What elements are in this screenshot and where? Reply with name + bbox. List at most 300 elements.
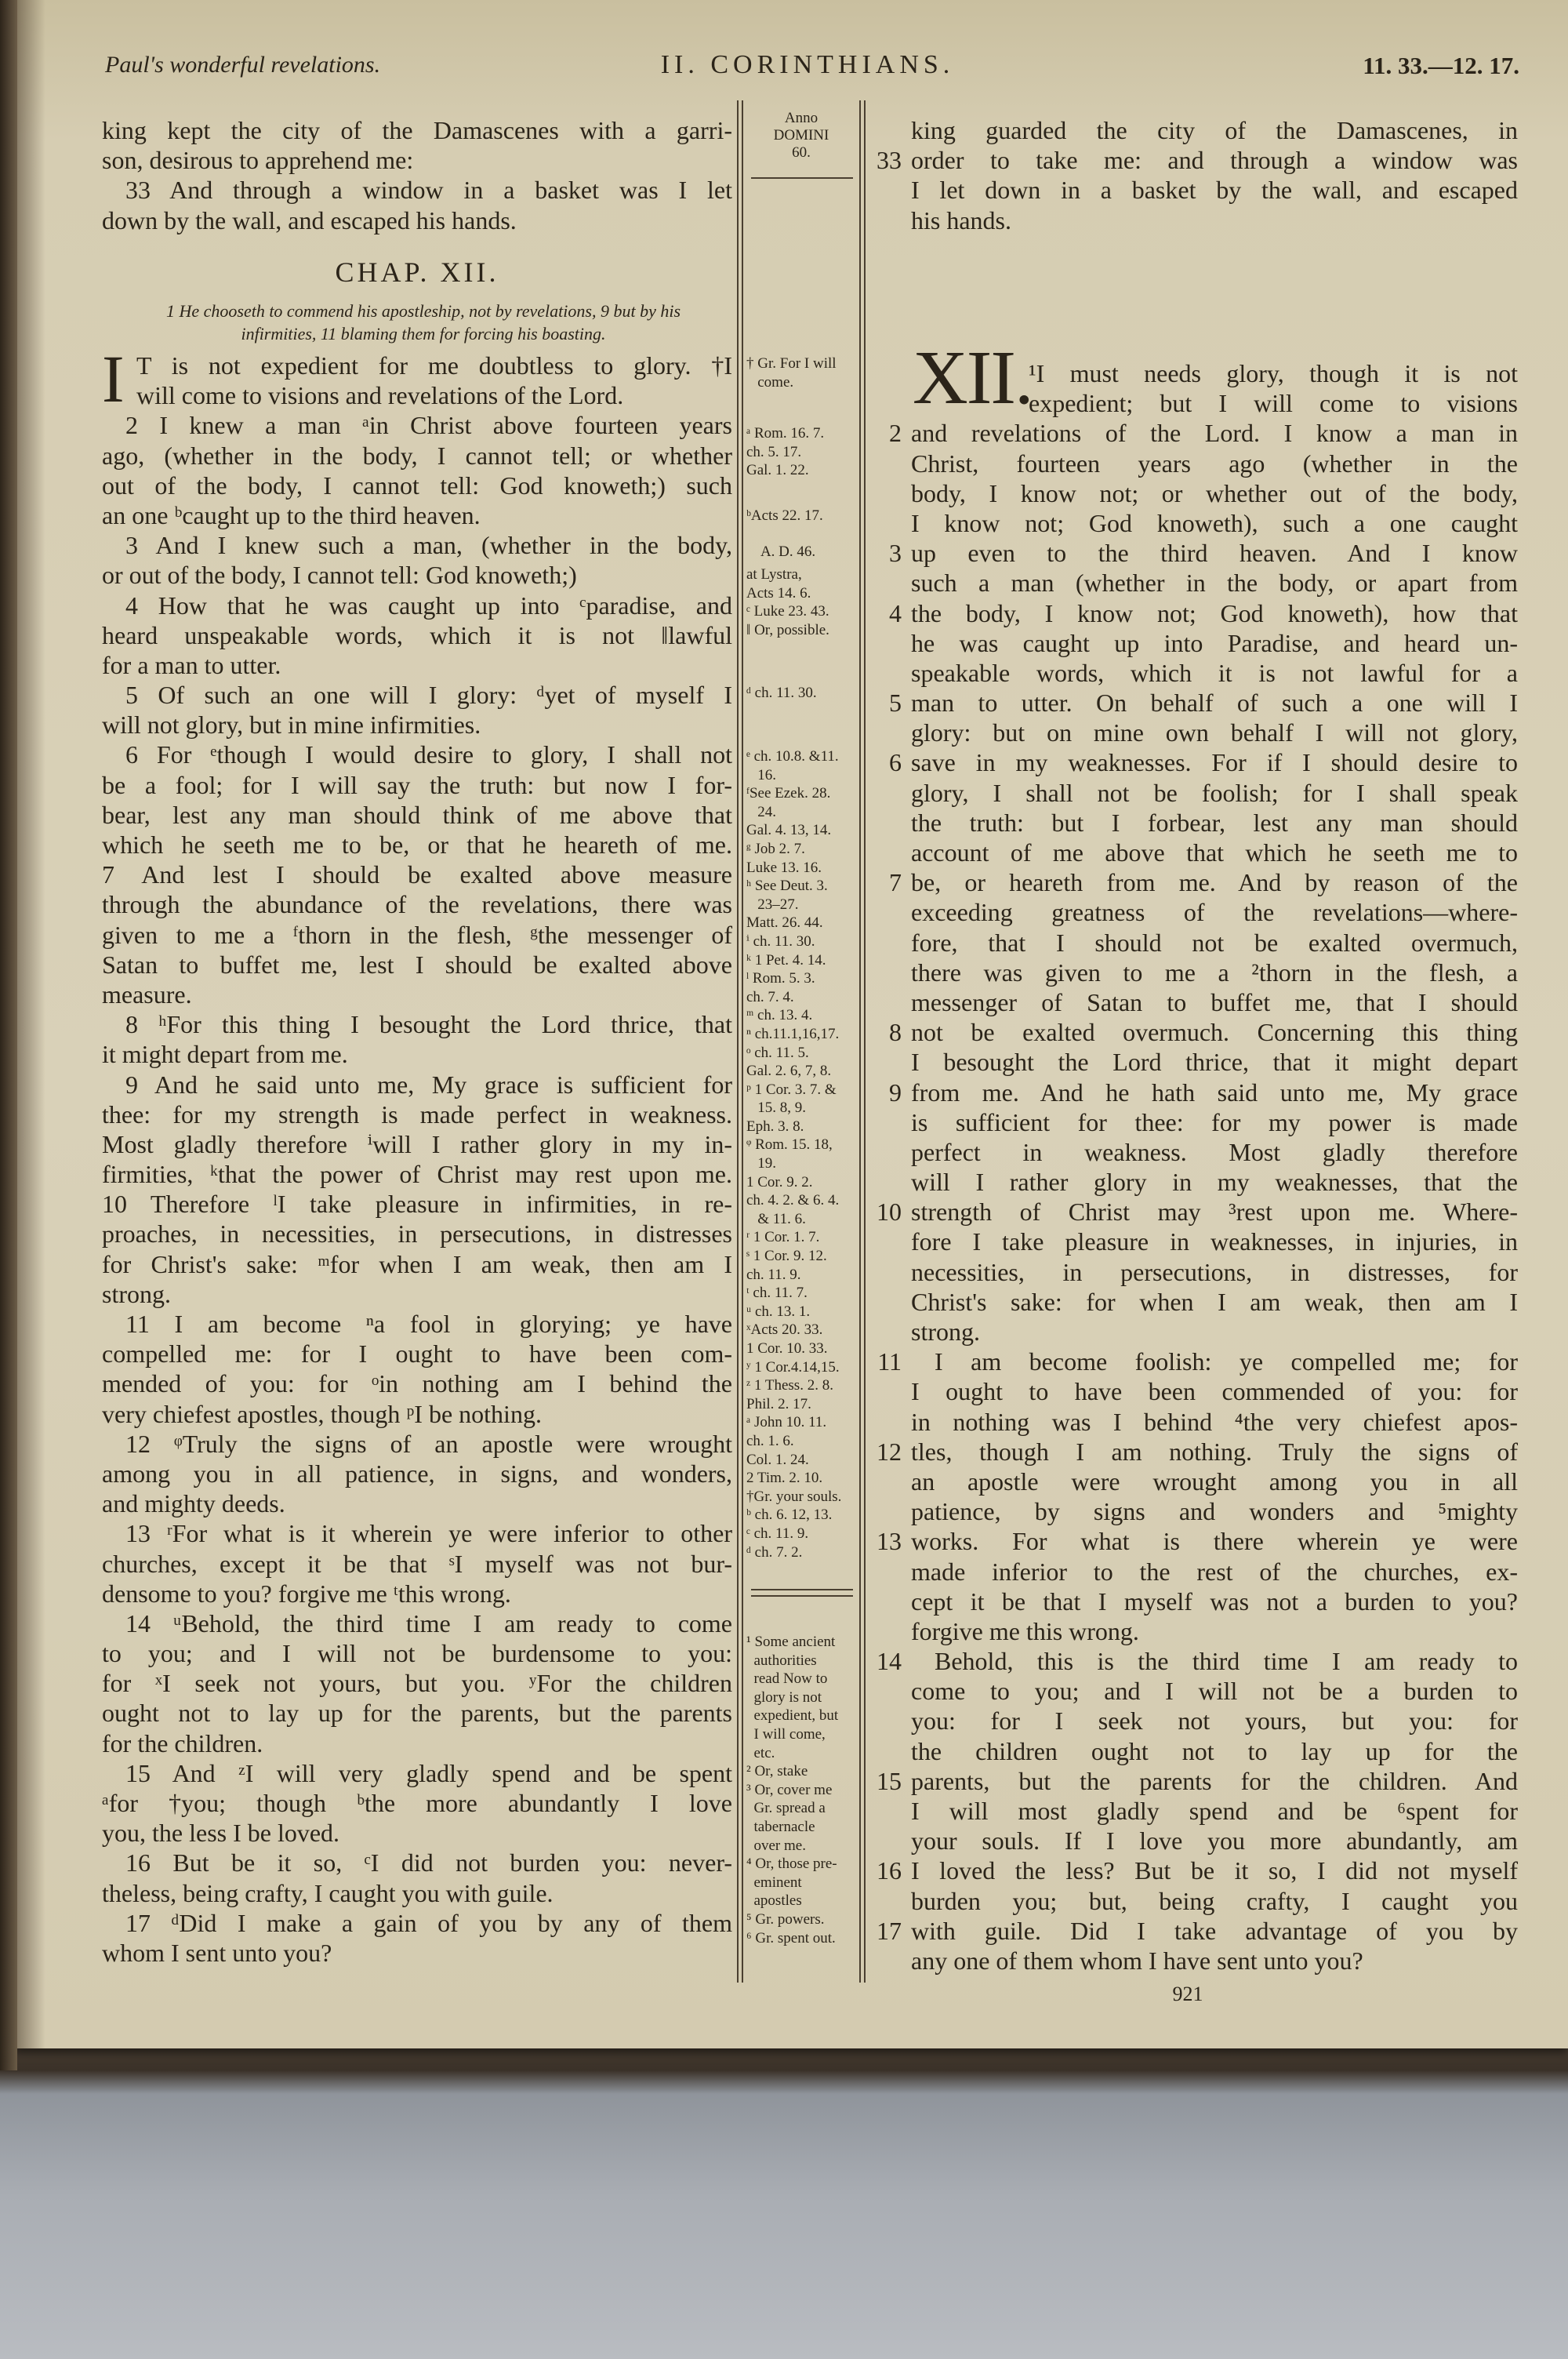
cross-reference: ᵍ Job 2. 7. — [746, 840, 805, 857]
line-text: patience, by signs and wonders and ⁵mighty — [911, 1497, 1518, 1526]
cross-reference-group — [746, 565, 856, 639]
text-line — [877, 1646, 1518, 1676]
cross-reference-group — [746, 354, 856, 391]
verse-number: 14 — [877, 1647, 902, 1676]
cross-reference: ᵗ ch. 11. 7. — [746, 1285, 808, 1302]
text-line — [102, 889, 732, 919]
cross-reference: Matt. 26. 44. — [746, 914, 823, 932]
line-text: with guile. Did I take advantage of you by — [911, 1916, 1518, 1945]
text-line — [911, 1257, 1518, 1287]
line-text: it might depart from me. — [102, 1040, 348, 1069]
cross-reference: ᶜ ch. 11. 9. — [746, 1525, 809, 1542]
text-line — [911, 1407, 1518, 1437]
text-line — [102, 351, 732, 380]
line-text: an one ᵇcaught up to the third heaven. — [102, 500, 481, 529]
text-line — [911, 897, 1518, 927]
footnote-line: ⁵ Gr. powers. — [746, 1910, 825, 1928]
verse-number: 16 — [877, 1856, 902, 1885]
text-line — [911, 1946, 1518, 1976]
line-text: 16 But be it so, ᶜI did not burden you: never- — [125, 1848, 732, 1877]
cross-reference: ᵈ ch. 11. 30. — [746, 685, 817, 701]
text-line — [889, 688, 1518, 718]
line-text: 3 And I knew such a man, (whether in the body, — [125, 531, 732, 560]
text-line — [102, 950, 732, 980]
left-column-top-text — [102, 115, 732, 235]
running-head-book-title: II. CORINTHIANS. — [660, 50, 955, 79]
footnote-line: expedient, but — [746, 1707, 839, 1725]
table-background — [0, 2039, 1568, 2359]
text-line — [102, 115, 732, 145]
cross-reference-group — [746, 684, 856, 703]
line-text: 12 ᵠTruly the signs of an apostle were wrought — [125, 1429, 732, 1458]
text-line — [102, 1039, 732, 1069]
verse-number: 6 — [889, 748, 902, 777]
era-note — [746, 110, 856, 162]
line-text: through the abundance of the revelations, there was — [102, 890, 732, 919]
line-text: save in my weaknesses. For if I should desire to — [911, 748, 1518, 777]
column-rule — [737, 100, 739, 1983]
line-text: your souls. If I love you more abundantly, am — [911, 1826, 1518, 1856]
text-line — [102, 770, 732, 800]
cross-reference: ᵉ ch. 10.8. &11. — [746, 748, 839, 765]
line-text: compelled me: for I ought to have been com- — [102, 1339, 732, 1369]
line-text: an apostle were wrought among you in all — [911, 1467, 1518, 1496]
text-line — [102, 920, 732, 950]
text-line — [102, 800, 732, 830]
line-text: down by the wall, and escaped his hands. — [102, 205, 517, 234]
line-text: I ought to have been commended of you: for — [911, 1377, 1518, 1406]
cross-reference: ᵒ ch. 11. 5. — [746, 1044, 809, 1061]
text-line — [911, 175, 1518, 205]
footnote-line: glory is not — [746, 1688, 822, 1706]
line-text: any one of them whom I have sent unto you? — [911, 1946, 1363, 1975]
text-line — [877, 1526, 1518, 1556]
text-line — [102, 1189, 732, 1219]
text-line — [102, 1579, 732, 1608]
verse-number: 4 — [889, 598, 902, 627]
line-text: thee: for my strength is made perfect in weakness. — [102, 1100, 732, 1129]
footnote-line: ¹ Some ancient — [746, 1634, 836, 1650]
line-text: I let down in a basket by the wall, and escaped — [911, 176, 1518, 205]
line-text: is sufficient for thee: for my power is made — [911, 1107, 1518, 1136]
text-line — [911, 508, 1518, 538]
text-line — [102, 1668, 732, 1698]
right-column-body-text — [877, 358, 1518, 1976]
footnote-line: etc. — [746, 1744, 775, 1761]
line-text: out of the body, I cannot tell: God knoweth;) such — [102, 471, 732, 500]
line-text: firmities, ᵏthat the power of Christ may rest upon me. — [102, 1160, 732, 1189]
text-line — [911, 1167, 1518, 1197]
text-line — [102, 1818, 732, 1848]
text-line — [889, 598, 1518, 628]
text-line — [102, 441, 732, 471]
line-text: ¹I must needs glory, though it is not — [1029, 359, 1518, 387]
text-line — [911, 1047, 1518, 1077]
verse-number: 13 — [877, 1527, 902, 1556]
line-text: cept it be that I myself was not a burden to you? — [911, 1587, 1518, 1616]
line-text: Most gladly therefore ⁱwill I rather glory in my in- — [102, 1129, 732, 1158]
text-line — [911, 1587, 1518, 1616]
text-line — [102, 1459, 732, 1488]
cross-reference: ⁱ ch. 11. 30. — [746, 932, 815, 950]
text-line — [102, 471, 732, 500]
line-text: T is not expedient for me doubtless to glory. †I — [136, 351, 732, 380]
line-text: given to me a ᶠthorn in the flesh, ᵍthe messenger of — [102, 920, 732, 949]
line-text: and revelations of the Lord. I know a man in — [911, 419, 1518, 448]
line-text: the children ought not to lay up for the — [911, 1736, 1518, 1765]
verse-number: 5 — [889, 689, 902, 718]
line-text: densome to you? forgive me ᵗthis wrong. — [102, 1579, 511, 1608]
cross-reference: 19. — [746, 1155, 776, 1172]
text-line — [911, 1287, 1518, 1317]
right-column-top-text — [877, 115, 1518, 235]
text-line — [102, 1698, 732, 1728]
line-text: Christ, fourteen years ago (whether in the — [911, 449, 1518, 478]
cross-reference: 16. — [746, 766, 776, 783]
text-line — [102, 1129, 732, 1159]
line-text: forgive me this wrong. — [911, 1616, 1139, 1645]
marginal-footnotes — [746, 1633, 856, 1947]
cross-reference: ᵐ ch. 13. 4. — [746, 1007, 813, 1024]
text-line — [889, 1078, 1518, 1107]
column-rule — [859, 100, 861, 1983]
line-text: the truth: but I forbear, lest any man should — [911, 808, 1518, 837]
line-text: 13 ʳFor what is it wherein ye were inferior to other — [125, 1519, 732, 1548]
text-line — [911, 1317, 1518, 1347]
line-text: Christ's sake: for when I am weak, then am I — [911, 1287, 1518, 1316]
cross-reference: ᶻ 1 Thess. 2. 8. — [746, 1377, 833, 1394]
text-line — [102, 1279, 732, 1309]
line-text: expedient; but I will come to visions — [1029, 389, 1518, 418]
line-text: 11 I am become ⁿa fool in glorying; ye have — [125, 1310, 732, 1338]
line-text: from me. And he hath said unto me, My grace — [911, 1078, 1518, 1107]
verse-number: 3 — [889, 539, 902, 568]
line-text: Behold, this is the third time I am ready to — [935, 1647, 1518, 1676]
line-text: to you; and I will not be burdensome to you: — [102, 1639, 732, 1668]
drop-cap-left: I — [102, 341, 125, 416]
text-line — [102, 1249, 732, 1279]
line-text: such a man (whether in the body, or apart from — [911, 569, 1518, 598]
text-line — [102, 1369, 732, 1398]
line-text: for the children. — [102, 1728, 263, 1757]
line-text: measure. — [102, 980, 192, 1009]
text-line — [102, 500, 732, 530]
text-line — [102, 1339, 732, 1369]
cross-reference: ᵇActs 22. 17. — [746, 507, 823, 524]
line-text: fore, that I should not be exalted overmuch, — [911, 928, 1518, 957]
cross-reference: Gal. 2. 6, 7, 8. — [746, 1063, 832, 1080]
line-text: 17 ᵈDid I make a gain of you by any of them — [125, 1908, 732, 1937]
cross-reference: ‖ Or, possible. — [746, 621, 829, 638]
line-text: strength of Christ may ³rest upon me. Where- — [911, 1198, 1518, 1227]
cross-reference: ˡ Rom. 5. 3. — [746, 970, 815, 987]
line-text: glory, I shall not be foolish; for I shall speak — [911, 778, 1518, 807]
text-line — [102, 1399, 732, 1429]
verse-number: 11 — [877, 1347, 902, 1376]
text-line — [911, 718, 1518, 747]
chapter-summary-line: infirmities, 11 blaming them for forcing his boasting. — [241, 324, 606, 343]
line-text: son, desirous to apprehend me: — [102, 146, 414, 175]
line-text: mended of you: for ᵒin nothing am I behind the — [102, 1369, 732, 1398]
text-line — [102, 1100, 732, 1129]
line-text: speakable words, which it is not lawful for a — [911, 658, 1518, 687]
text-line — [911, 205, 1518, 235]
line-text: or out of the body, I cannot tell: God knoweth;) — [102, 561, 577, 590]
verse-number: 8 — [889, 1018, 902, 1047]
text-line — [102, 1488, 732, 1518]
footnote-line: ³ Or, cover me — [746, 1781, 833, 1798]
text-line — [102, 1429, 732, 1459]
text-line — [102, 380, 732, 410]
line-text: Satan to buffet me, lest I should be exalted above — [102, 950, 732, 979]
text-line — [889, 747, 1518, 777]
text-line — [102, 1009, 732, 1039]
era-label: Anno — [784, 110, 818, 126]
cross-reference: ᶠSee Ezek. 28. — [746, 785, 831, 802]
cross-reference: 1 Cor. 9. 2. — [746, 1173, 813, 1190]
line-text: man to utter. On behalf of such a one will I — [911, 689, 1518, 718]
cross-reference: ch. 11. 9. — [746, 1266, 801, 1283]
column-rule — [864, 100, 866, 1983]
cross-reference-group — [746, 747, 856, 1561]
line-text: strong. — [911, 1318, 980, 1346]
text-line — [102, 710, 732, 740]
text-line — [877, 1916, 1518, 1946]
line-text: proaches, in necessities, in persecutions, in distresses — [102, 1219, 732, 1249]
text-line — [102, 1309, 732, 1339]
line-text: 15 And ᶻI will very gladly spend and be spent — [125, 1758, 732, 1787]
cross-reference: ch. 7. 4. — [746, 988, 794, 1005]
cross-reference: 2 Tim. 2. 10. — [746, 1470, 823, 1487]
line-text: 9 And he said unto me, My grace is sufficient for — [125, 1070, 732, 1099]
line-text: be, or heareth from me. And by reason of the — [911, 868, 1518, 897]
text-line — [911, 1557, 1518, 1587]
text-line — [102, 1878, 732, 1908]
line-text: 14 ᵘBehold, the third time I am ready to come — [125, 1608, 732, 1637]
cross-reference: ʰ See Deut. 3. — [746, 878, 828, 895]
text-line — [911, 358, 1518, 388]
text-line — [911, 1826, 1518, 1856]
footnote-line: authorities — [746, 1652, 817, 1669]
text-line — [102, 1608, 732, 1638]
line-text: be a fool; for I will say the truth: but now I for- — [102, 770, 732, 799]
line-text: 33 And through a window in a basket was I let — [125, 176, 732, 205]
cross-reference: †Gr. your souls. — [746, 1488, 842, 1505]
line-text: 2 I knew a man ᵃin Christ above fourteen years — [125, 411, 732, 440]
margin-rule — [751, 177, 853, 179]
verse-number: 33 — [877, 146, 902, 175]
text-line — [911, 928, 1518, 958]
line-text: which he seeth me to be, or that he heareth of me. — [102, 831, 732, 859]
cross-reference: ᵏ 1 Pet. 4. 14. — [746, 951, 826, 969]
text-line — [911, 388, 1518, 418]
line-text: I know not; God knoweth), such a one caught — [911, 508, 1518, 537]
line-text: fore I take pleasure in weaknesses, in injuries, in — [911, 1227, 1518, 1256]
cross-reference: Gal. 4. 13, 14. — [746, 822, 832, 839]
line-text: churches, except it be that ˢI myself was not bur- — [102, 1549, 732, 1578]
line-text: works. For what is there wherein ye were — [911, 1527, 1518, 1556]
text-line — [877, 1197, 1518, 1227]
line-text: he was caught up into Paradise, and heard un- — [911, 628, 1518, 657]
line-text: among you in all patience, in signs, and wonders, — [102, 1459, 732, 1488]
text-line — [102, 830, 732, 860]
text-line — [102, 410, 732, 440]
text-line — [102, 1758, 732, 1788]
line-text: 10 Therefore ˡI take pleasure in infirmities, in re- — [102, 1190, 732, 1219]
line-text: his hands. — [911, 205, 1011, 234]
cross-reference: Eph. 3. 8. — [746, 1118, 804, 1135]
text-line — [102, 145, 732, 175]
text-line — [102, 1908, 732, 1938]
page-number: 921 — [1172, 1983, 1203, 2005]
text-line — [911, 568, 1518, 598]
line-text: 8 ʰFor this thing I besought the Lord thrice, that — [125, 1010, 732, 1039]
footnote-line: read Now to — [746, 1670, 828, 1688]
text-line — [102, 650, 732, 680]
cross-reference-group — [746, 424, 856, 480]
footnote-line: over me. — [746, 1837, 806, 1854]
line-text: order to take me: and through a window was — [911, 146, 1518, 175]
cross-reference: 24. — [746, 803, 776, 820]
cross-reference: ᵃ Rom. 16. 7. — [746, 425, 825, 442]
cross-reference: Acts 14. 6. — [746, 584, 811, 602]
footnote-line: Gr. spread a — [746, 1800, 826, 1817]
cross-reference: ᵈ ch. 7. 2. — [746, 1543, 803, 1561]
line-text: the body, I know not; God knoweth), how that — [911, 598, 1518, 627]
cross-reference: 15. 8, 9. — [746, 1100, 806, 1117]
line-text: made inferior to the rest of the churches, ex- — [911, 1557, 1518, 1586]
text-line — [877, 1856, 1518, 1885]
cross-reference: at Lystra, — [746, 566, 802, 583]
text-line — [102, 1070, 732, 1100]
line-text: messenger of Satan to buffet me, that I should — [911, 987, 1518, 1016]
line-text: in nothing was I behind ⁴the very chiefest apos- — [911, 1407, 1518, 1436]
cross-reference: ch. 5. 17. — [746, 443, 802, 460]
verse-number: 12 — [877, 1437, 902, 1466]
cross-reference: 1 Cor. 10. 33. — [746, 1340, 828, 1357]
line-text: ᵃfor †you; though ᵇthe more abundantly I love — [102, 1789, 732, 1817]
text-line — [102, 860, 732, 889]
verse-number: 17 — [877, 1916, 902, 1945]
verse-number: 10 — [877, 1198, 902, 1227]
text-line — [911, 1796, 1518, 1826]
line-text: 6 For ᵉthough I would desire to glory, I shall not — [125, 740, 732, 769]
margin-double-rule — [751, 1595, 853, 1597]
text-line — [911, 778, 1518, 808]
text-line — [911, 115, 1518, 145]
text-line — [102, 560, 732, 590]
line-text: ought not to lay up for the parents, but the parents — [102, 1699, 732, 1728]
line-text: perfect in weakness. Most gladly therefore — [911, 1137, 1518, 1166]
verse-number: 15 — [877, 1766, 902, 1795]
text-line — [889, 418, 1518, 448]
text-line — [889, 538, 1518, 568]
text-line — [911, 1886, 1518, 1916]
text-line — [911, 1376, 1518, 1406]
line-text: will come to visions and revelations of the Lord. — [136, 381, 624, 410]
cross-reference: ᵖ 1 Cor. 3. 7. & — [746, 1081, 837, 1098]
text-line — [911, 958, 1518, 987]
text-line — [911, 1706, 1518, 1736]
text-line — [911, 1107, 1518, 1137]
text-line — [877, 1347, 1518, 1376]
text-line — [102, 1728, 732, 1758]
text-line — [889, 867, 1518, 897]
line-text: will not glory, but in mine infirmities. — [102, 711, 481, 740]
line-text: up even to the third heaven. And I know — [911, 539, 1518, 568]
footnote-line: eminent — [746, 1874, 802, 1891]
cross-reference-group — [746, 507, 856, 525]
text-line — [911, 1467, 1518, 1496]
line-text: necessities, in persecutions, in distresses, for — [911, 1257, 1518, 1286]
cross-reference: Luke 13. 16. — [746, 859, 822, 876]
line-text: parents, but the parents for the children. And — [911, 1766, 1518, 1795]
text-line — [102, 1638, 732, 1668]
text-line — [102, 980, 732, 1009]
cross-reference: Col. 1. 24. — [746, 1451, 809, 1468]
footnote-line: tabernacle — [746, 1818, 815, 1835]
text-line — [911, 1736, 1518, 1766]
text-line — [102, 530, 732, 560]
line-text: exceeding greatness of the revelations—where- — [911, 898, 1518, 927]
line-text: I besought the Lord thrice, that it might depart — [911, 1048, 1518, 1077]
footnote-line: I will come, — [746, 1725, 826, 1743]
line-text: theless, being crafty, I caught you with guile. — [102, 1878, 554, 1907]
cross-reference: ᵇ ch. 6. 12, 13. — [746, 1507, 833, 1524]
text-line — [911, 1616, 1518, 1646]
text-line — [102, 1219, 732, 1249]
chapter-summary — [118, 300, 729, 345]
text-line — [102, 175, 732, 205]
text-line — [102, 591, 732, 620]
line-text: I am become foolish: ye compelled me; for — [935, 1347, 1518, 1376]
text-line — [911, 1227, 1518, 1256]
text-line — [911, 987, 1518, 1017]
drop-cap-right: XII. — [913, 336, 1033, 420]
text-line — [911, 1676, 1518, 1706]
text-line — [102, 740, 732, 769]
line-text: very chiefest apostles, though ᵖI be nothing. — [102, 1399, 542, 1428]
text-line — [102, 1848, 732, 1877]
verse-number: 7 — [889, 868, 902, 897]
cross-reference: ch. 1. 6. — [746, 1432, 794, 1449]
cross-reference: Gal. 1. 22. — [746, 462, 809, 479]
line-text: there was given to me a ²thorn in the flesh, a — [911, 958, 1518, 987]
era-label: DOMINI — [773, 127, 829, 144]
footnote-line: ⁶ Gr. spent out. — [746, 1929, 836, 1946]
line-text: come to you; and I will not be a burden to — [911, 1677, 1518, 1706]
cross-reference: ˣActs 20. 33. — [746, 1321, 823, 1339]
line-text: 4 How that he was caught up into ᶜparadise, and — [125, 591, 732, 620]
line-text: heard unspeakable words, which it is not ‖lawful — [102, 620, 732, 649]
cross-reference: ⁿ ch.11.1,16,17. — [746, 1025, 840, 1042]
text-line — [102, 1518, 732, 1548]
cross-reference: A. D. 46. — [746, 543, 816, 560]
verse-number: 9 — [889, 1078, 902, 1107]
line-text: burden you; but, being crafty, I caught you — [911, 1886, 1518, 1915]
text-line — [911, 658, 1518, 688]
line-text: glory: but on mine own behalf I will not glory, — [911, 718, 1518, 747]
cross-reference: ch. 4. 2. & 6. 4. — [746, 1192, 840, 1209]
text-line — [877, 1766, 1518, 1796]
left-column-body-text — [102, 351, 732, 1968]
cross-reference: Phil. 2. 17. — [746, 1395, 811, 1412]
chapter-heading: CHAP. XII. — [335, 256, 499, 288]
cross-reference: ᵃ John 10. 11. — [746, 1414, 827, 1431]
text-line — [911, 808, 1518, 838]
text-line — [911, 478, 1518, 508]
margin-double-rule — [751, 1589, 853, 1590]
